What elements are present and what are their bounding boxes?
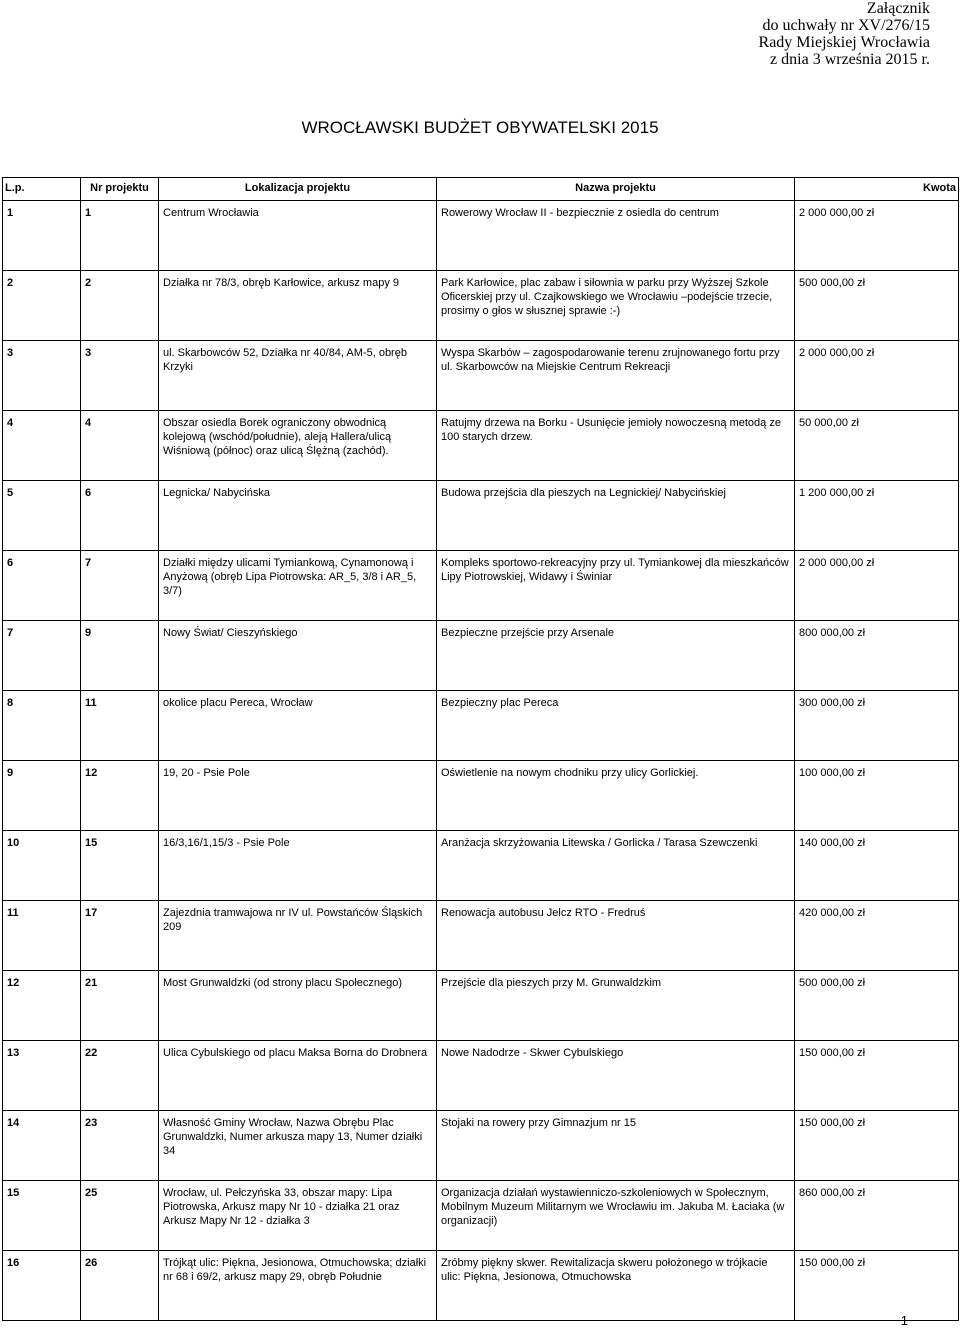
header-line-attachment: Załącznik <box>866 0 930 17</box>
cell-lp: 12 <box>3 971 81 1041</box>
col-header-name: Nazwa projektu <box>437 178 795 201</box>
attachment-header <box>759 0 930 68</box>
document-title: WROCŁAWSKI BUDŻET OBYWATELSKI 2015 <box>301 118 659 137</box>
cell-amount: 300 000,00 zł <box>795 691 959 761</box>
cell-nr: 25 <box>81 1181 159 1251</box>
table-row <box>3 1111 959 1181</box>
cell-name: Rowerowy Wrocław II - bezpiecznie z osiedla do centrum <box>437 201 795 271</box>
cell-amount: 2 000 000,00 zł <box>795 551 959 621</box>
cell-lp: 16 <box>3 1251 81 1321</box>
cell-lp: 2 <box>3 271 81 341</box>
table-row <box>3 761 959 831</box>
cell-location: Wrocław, ul. Pełczyńska 33, obszar mapy: Lipa Piotrowska, Arkusz mapy Nr 10 - działka 21 oraz Arkusz Mapy Nr 12 - działka 3 <box>159 1181 437 1251</box>
cell-lp: 8 <box>3 691 81 761</box>
cell-location: Ulica Cybulskiego od placu Maksa Borna do Drobnera <box>159 1041 437 1111</box>
table-row <box>3 271 959 341</box>
cell-amount: 2 000 000,00 zł <box>795 341 959 411</box>
cell-lp: 9 <box>3 761 81 831</box>
table-row <box>3 1041 959 1111</box>
cell-nr: 1 <box>81 201 159 271</box>
cell-name: Park Karłowice, plac zabaw i siłownia w parku przy Wyższej Szkole Oficerskiej przy ul. Czajkowskiego we Wrocławiu –podejście trzecie, prosimy o głos w słusznej sprawie :-) <box>437 271 795 341</box>
cell-nr: 2 <box>81 271 159 341</box>
cell-amount: 500 000,00 zł <box>795 971 959 1041</box>
cell-amount: 140 000,00 zł <box>795 831 959 901</box>
col-header-nr: Nr projektu <box>81 178 159 201</box>
table-row <box>3 341 959 411</box>
header-line-council: Rady Miejskiej Wrocławia <box>758 34 930 51</box>
cell-name: Bezpieczne przejście przy Arsenale <box>437 621 795 691</box>
col-header-location: Lokalizacja projektu <box>159 178 437 201</box>
table-row <box>3 1251 959 1321</box>
cell-name: Organizacja działań wystawienniczo-szkoleniowych w Społecznym, Mobilnym Muzeum Militarnym we Wrocławiu im. Jakuba M. Łaciaka (w organizacji) <box>437 1181 795 1251</box>
table-row <box>3 1181 959 1251</box>
cell-location: Centrum Wrocławia <box>159 201 437 271</box>
cell-location: Legnicka/ Nabycińska <box>159 481 437 551</box>
cell-name: Ratujmy drzewa na Borku - Usunięcie jemioły nowoczesną metodą ze 100 starych drzew. <box>437 411 795 481</box>
table-row <box>3 971 959 1041</box>
table-row <box>3 551 959 621</box>
cell-location: Własność Gminy Wrocław, Nazwa Obrębu Plac Grunwaldzki, Numer arkusza mapy 13, Numer działki 34 <box>159 1111 437 1181</box>
header-line-date: z dnia 3 września 2015 r. <box>770 51 930 68</box>
cell-nr: 7 <box>81 551 159 621</box>
cell-name: Bezpieczny plac Pereca <box>437 691 795 761</box>
header-line-resolution: do uchwały nr XV/276/15 <box>762 17 930 34</box>
table-row <box>3 691 959 761</box>
table-row <box>3 621 959 691</box>
cell-lp: 10 <box>3 831 81 901</box>
cell-nr: 11 <box>81 691 159 761</box>
cell-name: Wyspa Skarbów – zagospodarowanie terenu zrujnowanego fortu przy ul. Skarbowców na Miejskie Centrum Rekreacji <box>437 341 795 411</box>
cell-lp: 3 <box>3 341 81 411</box>
cell-name: Nowe Nadodrze - Skwer Cybulskiego <box>437 1041 795 1111</box>
cell-location: ul. Skarbowców 52, Działka nr 40/84, AM-5, obręb Krzyki <box>159 341 437 411</box>
cell-amount: 150 000,00 zł <box>795 1041 959 1111</box>
cell-amount: 100 000,00 zł <box>795 761 959 831</box>
projects-table <box>2 177 959 1321</box>
cell-location: Most Grunwaldzki (od strony placu Społecznego) <box>159 971 437 1041</box>
table-row <box>3 831 959 901</box>
cell-nr: 9 <box>81 621 159 691</box>
cell-lp: 4 <box>3 411 81 481</box>
cell-location: Zajezdnia tramwajowa nr IV ul. Powstańców Śląskich 209 <box>159 901 437 971</box>
cell-location: Działki między ulicami Tymiankową, Cynamonową i Anyżową (obręb Lipa Piotrowska: AR_5, 3/8 i AR_5, 3/7) <box>159 551 437 621</box>
cell-name: Aranżacja skrzyżowania Litewska / Gorlicka / Tarasa Szewczenki <box>437 831 795 901</box>
cell-lp: 5 <box>3 481 81 551</box>
cell-location: Obszar osiedla Borek ograniczony obwodnicą kolejową (wschód/południe), aleją Hallera/ulicą Wiśniową (północ) oraz ulicą Ślężną (zachód). <box>159 411 437 481</box>
table-row <box>3 201 959 271</box>
table-row <box>3 901 959 971</box>
cell-amount: 420 000,00 zł <box>795 901 959 971</box>
col-header-lp: L.p. <box>3 178 81 201</box>
cell-nr: 3 <box>81 341 159 411</box>
cell-amount: 800 000,00 zł <box>795 621 959 691</box>
page-number: 1 <box>900 1313 908 1328</box>
cell-nr: 15 <box>81 831 159 901</box>
cell-amount: 500 000,00 zł <box>795 271 959 341</box>
cell-location: okolice placu Pereca, Wrocław <box>159 691 437 761</box>
cell-nr: 17 <box>81 901 159 971</box>
table-row <box>3 481 959 551</box>
cell-location: Trójkąt ulic: Piękna, Jesionowa, Otmuchowska; działki nr 68 i 69/2, arkusz mapy 29, obręb Południe <box>159 1251 437 1321</box>
table-row <box>3 411 959 481</box>
cell-lp: 14 <box>3 1111 81 1181</box>
cell-location: Nowy Świat/ Cieszyńskiego <box>159 621 437 691</box>
cell-lp: 6 <box>3 551 81 621</box>
cell-nr: 21 <box>81 971 159 1041</box>
cell-lp: 15 <box>3 1181 81 1251</box>
cell-location: Działka nr 78/3, obręb Karłowice, arkusz mapy 9 <box>159 271 437 341</box>
cell-amount: 50 000,00 zł <box>795 411 959 481</box>
cell-nr: 4 <box>81 411 159 481</box>
cell-amount: 1 200 000,00 zł <box>795 481 959 551</box>
cell-name: Przejście dla pieszych przy M. Grunwaldzkim <box>437 971 795 1041</box>
cell-location: 16/3,16/1,15/3 - Psie Pole <box>159 831 437 901</box>
cell-amount: 150 000,00 zł <box>795 1111 959 1181</box>
cell-location: 19, 20 - Psie Pole <box>159 761 437 831</box>
cell-nr: 12 <box>81 761 159 831</box>
cell-lp: 7 <box>3 621 81 691</box>
cell-name: Budowa przejścia dla pieszych na Legnickiej/ Nabycińskiej <box>437 481 795 551</box>
table-header-row <box>3 178 959 201</box>
cell-nr: 6 <box>81 481 159 551</box>
cell-amount: 860 000,00 zł <box>795 1181 959 1251</box>
cell-amount: 2 000 000,00 zł <box>795 201 959 271</box>
cell-name: Oświetlenie na nowym chodniku przy ulicy Gorlickiej. <box>437 761 795 831</box>
cell-nr: 22 <box>81 1041 159 1111</box>
cell-lp: 13 <box>3 1041 81 1111</box>
cell-name: Stojaki na rowery przy Gimnazjum nr 15 <box>437 1111 795 1181</box>
col-header-amount: Kwota <box>795 178 959 201</box>
cell-nr: 26 <box>81 1251 159 1321</box>
cell-lp: 1 <box>3 201 81 271</box>
cell-name: Zróbmy piękny skwer. Rewitalizacja skweru położonego w trójkacie ulic: Piękna, Jesionowa, Otmuchowska <box>437 1251 795 1321</box>
cell-lp: 11 <box>3 901 81 971</box>
cell-nr: 23 <box>81 1111 159 1181</box>
cell-amount: 150 000,00 zł <box>795 1251 959 1321</box>
cell-name: Renowacja autobusu Jelcz RTO - Fredruś <box>437 901 795 971</box>
cell-name: Kompleks sportowo-rekreacyjny przy ul. Tymiankowej dla mieszkańców Lipy Piotrowskiej, Widawy i Świniar <box>437 551 795 621</box>
